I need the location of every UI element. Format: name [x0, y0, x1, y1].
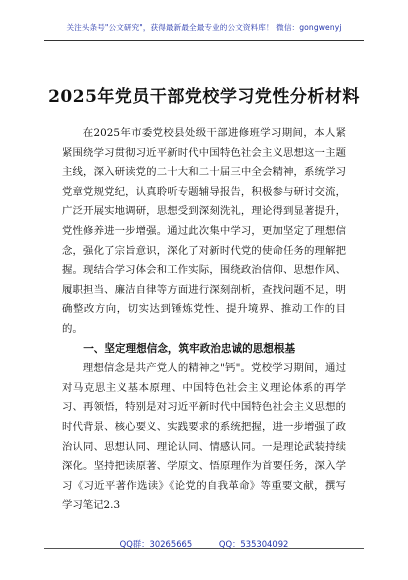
paragraph-intro: 在2025年市委党校县处级干部进修班学习期间，本人紧紧围绕学习贯彻习近平新时代中国特色社会主义思想这一主题主线，深入研读党的二十大和二十届三中全会精神，系统学习党章党规党纪，认真聆听专题辅导报告，积极参与研讨交流，广泛开展实地调研，思想受到深刻洗礼，理论得到显著提升，党性修养进一步增强。通过此次集中学习，更加坚定了理想信念，强化了宗旨意识，深化了对新时代党的使命任务的理解把握。现结合学习体会和工作实际，围绕政治信仰、思想作风、履职担当、廉洁自律等方面进行深刻剖析，查找问题不足，明确整改方向，切实达到锤炼党性、提升境界、推动工作的目的。	[62, 127, 346, 335]
header-divider	[44, 40, 364, 41]
footer-qq: QQ：535304092	[218, 539, 289, 549]
footer-qq-group: QQ群：30265665	[119, 539, 193, 549]
header-note: 关注头条号"公文研究"，获得最新最全最专业的公文资料库！ 微信：gongwenyj	[66, 23, 342, 32]
paragraph-section1: 理想信念是共产党人的精神之"钙"。党校学习期间，通过对马克思主义基本原理、中国特色社会主义理论体系的再学习、再领悟，特别是对习近平新时代中国特色社会主义思想的时代背景、核心要义、实践要求的系统把握，进一步增强了政治认同、思想认同、理论认同、情感认同。一是理论武装持续深化。坚持把读原著、学原文、悟原理作为首要任务，深入学习《习近平著作选读》《论党的自我革命》等重要文献，撰写学习笔记2.3	[62, 362, 346, 512]
document-title: 2025年党员干部党校学习党性分析材料	[48, 87, 360, 107]
document-body	[62, 124, 346, 516]
section-heading: 一、坚定理想信念，筑牢政治忠诚的思想根基	[83, 342, 296, 355]
footer-divider	[44, 548, 364, 549]
